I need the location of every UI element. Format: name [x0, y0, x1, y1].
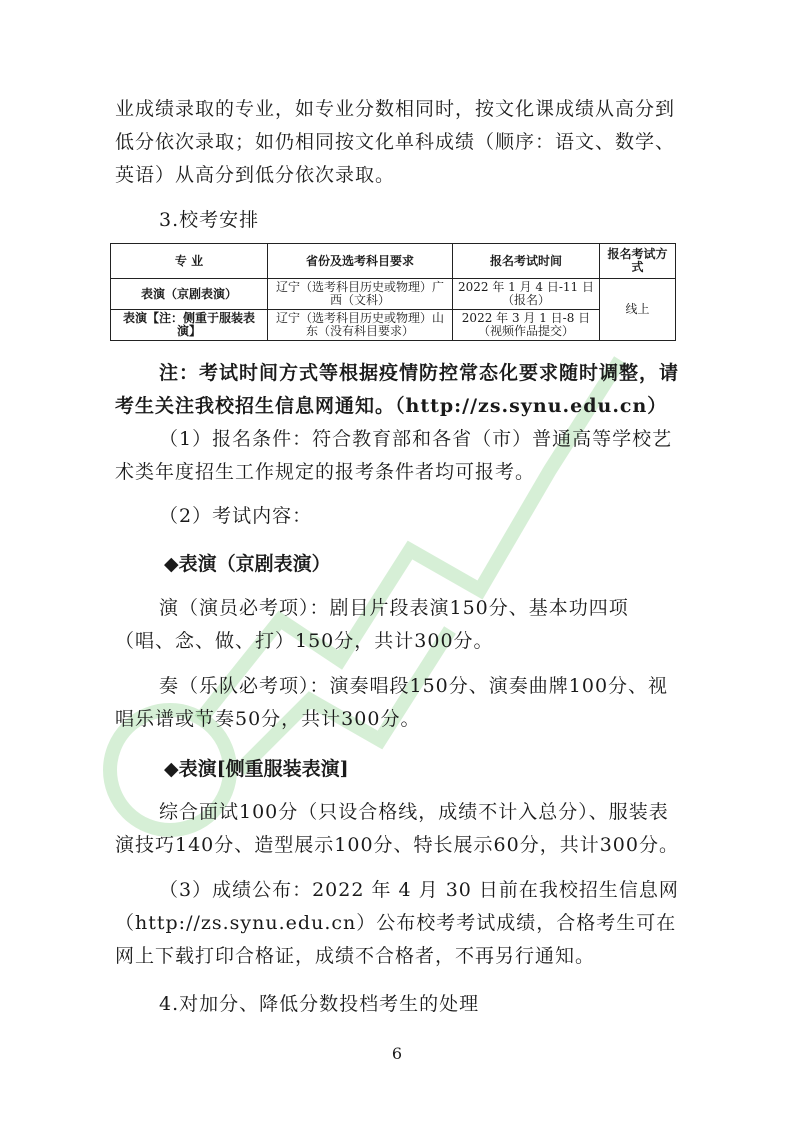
cell-major: 表演【注：侧重于服装表演】: [111, 310, 268, 341]
subheading-fashion: ◆表演[侧重服装表演]: [164, 758, 349, 780]
cell-province: 辽宁（选考科目历史或物理）山东（没有科目要求）: [268, 310, 453, 341]
cell-mode: 线上: [600, 279, 676, 341]
table-row: [111, 279, 676, 310]
cell-province: 辽宁（选考科目历史或物理）广西（文科）: [268, 279, 453, 310]
header-major: 专 业: [111, 244, 268, 279]
paragraph-admission: 业成绩录取的专业，如专业分数相同时，按文化课成绩从高分到低分依次录取；如仍相同按文化单科成绩（顺序：语文、数学、英语）从高分到低分依次录取。: [115, 98, 676, 186]
cell-time: 2022 年 1 月 4 日-11 日（报名）: [453, 279, 600, 310]
exam-schedule-table: [110, 243, 676, 341]
page-number: 6: [391, 1044, 403, 1063]
cell-major: 表演（京剧表演）: [111, 279, 268, 310]
content-actor: 演（演员必考项）：剧目片段表演150分、基本功四项（唱、念、做、打）150分，共计300分。: [115, 597, 629, 652]
section-heading-school-exam: 3.校考安排: [159, 209, 260, 231]
item-registration: （1）报名条件：符合教育部和各省（市）普通高等学校艺术类年度招生工作规定的报考条件者均可报考。: [115, 428, 673, 483]
cell-time: 2022 年 3 月 1 日-8 日（视频作品提交）: [453, 310, 600, 341]
header-time: 报名考试时间: [453, 244, 600, 279]
table-header-row: [111, 244, 676, 279]
header-mode: 报名考试方式: [600, 244, 676, 279]
section-heading-bonus: 4.对加分、降低分数投档考生的处理: [159, 993, 480, 1015]
item-results: （3）成绩公布：2022 年 4 月 30 日前在我校招生信息网（http://zs.synu.edu.cn）公布校考考试成绩，合格考生可在网上下载打印合格证，成绩不合格者，不再另行通知。: [115, 879, 679, 967]
note-paragraph: 注：考试时间方式等根据疫情防控常态化要求随时调整，请考生关注我校招生信息网通知。（http://zs.synu.edu.cn）: [115, 362, 680, 417]
header-province: 省份及选考科目要求: [268, 244, 453, 279]
content-fashion: 综合面试100分（只设合格线，成绩不计入总分）、服装表演技巧140分、造型展示100分、特长展示60分，共计300分。: [115, 801, 679, 856]
table-row: [111, 310, 676, 341]
content-band: 奏（乐队必考项）：演奏唱段150分、演奏曲牌100分、视唱乐谱或节奏50分，共计300分。: [115, 675, 669, 730]
subheading-peking-opera: ◆表演（京剧表演）: [164, 553, 331, 575]
item-exam-content: （2）考试内容：: [159, 505, 313, 527]
